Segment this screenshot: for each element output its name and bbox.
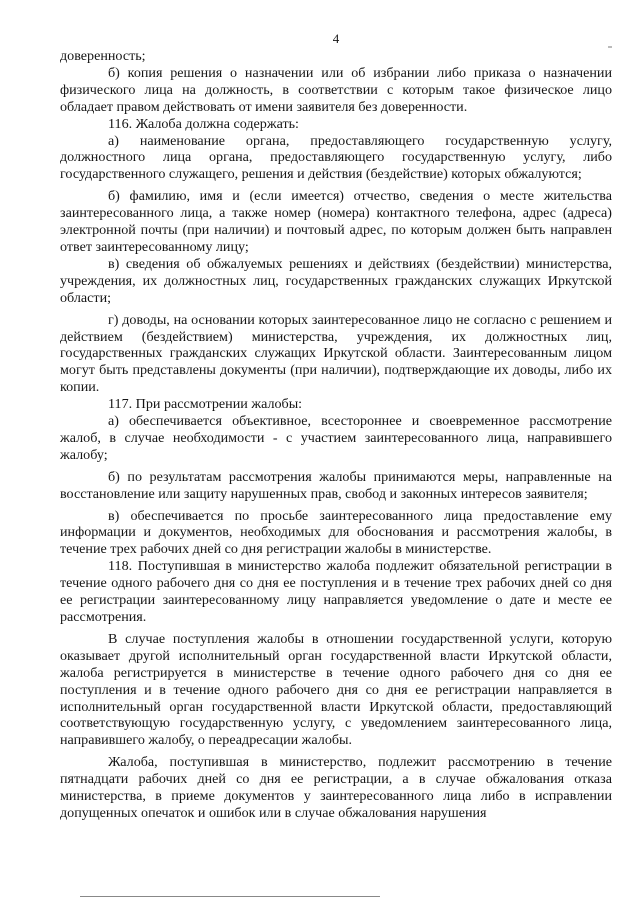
paragraph-118: 118. Поступившая в министерство жалоба подлежит обязательной регистрации в течение одного рабочего дня со дня ее поступления и в течение трех рабочих дней со дня ее регистрации заинтересованному лицу направляется уведомление о дате и месте ее рассмотрения. [60, 558, 612, 625]
page-number: 4 [332, 31, 340, 46]
paragraph-116a: а) наименование органа, предоставляющего государственную услугу, должностного лица органа, предоставляющего государственную услугу, либо государственного служащего, решения и действия (бездействие) которых обжалуются; [60, 132, 612, 183]
paragraph-118-deadline: Жалоба, поступившая в министерство, подлежит рассмотрению в течение пятнадцати рабочих дней со дня ее регистрации, а в случае обжалования отказа министерства, в приеме документов у заинтересованного лица либо в исправлении допущенных опечаток и ошибок или в случае обжалования нарушения [60, 754, 612, 821]
footer-rule [80, 896, 380, 897]
paragraph-116: 116. Жалоба должна содержать: [108, 115, 299, 132]
paragraph-117a: а) обеспечивается объективное, всестороннее и своевременное рассмотрение жалоб, в случае необходимости - с участием заинтересованного лица, направившего жалобу; [60, 413, 612, 463]
paragraph-continuation: доверенность; [60, 48, 146, 64]
paragraph-118-redirect: В случае поступления жалобы в отношении государственной услуги, которую оказывает другой исполнительный орган государственной власти Иркутской области, жалоба регистрируется в министерстве в течение одного рабочего дня со дня ее поступления и в течение одного рабочего дня со дня ее регистрации направляется в исполнительный орган государственной власти Иркутской области, предоставляющий соответствующую государственную услугу, с уведомлением заинтересованного лица, направившего жалобу, о переадресации жалобы. [60, 630, 612, 749]
paragraph-116g: г) доводы, на основании которых заинтересованное лицо не согласно с решением и действием (бездействием) министерства, учреждения, их должностных лиц, государственных гражданских служащих Иркутской области. Заинтересованным лицом могут быть представлены документы (при наличии), подтверждающие их доводы, либо их копии. [60, 311, 612, 396]
paragraph-117v: в) обеспечивается по просьбе заинтересованного лица предоставление ему информации и документов, необходимых для обоснования и рассмотрения жалобы, в течение трех рабочих дней со дня регистрации жалобы в министерстве. [60, 507, 612, 558]
paragraph-117b: б) по результатам рассмотрения жалобы принимаются меры, направленные на восстановление или защиту нарушенных прав, свобод и законных интересов заявителя; [60, 468, 612, 502]
paragraph-116v: в) сведения об обжалуемых решениях и действиях (бездействии) министерства, учреждения, их должностных лиц, государственных гражданских служащих Иркутской области; [60, 255, 612, 306]
document-body [60, 48, 612, 822]
paragraph-115b: б) копия решения о назначении или об избрании либо приказа о назначении физического лица на должность, в соответствии с которым такое физическое лицо обладает правом действовать от имени заявителя без доверенности. [60, 64, 612, 115]
paragraph-117: 117. При рассмотрении жалобы: [108, 396, 303, 413]
paragraph-116b: б) фамилию, имя и (если имеется) отчество, сведения о месте жительства заинтересованного лица, а также номер (номера) контактного телефона, адрес (адреса) электронной почты (при наличии) и почтовый адрес, по которым должен быть направлен ответ заинтересованному лицу; [60, 188, 612, 255]
